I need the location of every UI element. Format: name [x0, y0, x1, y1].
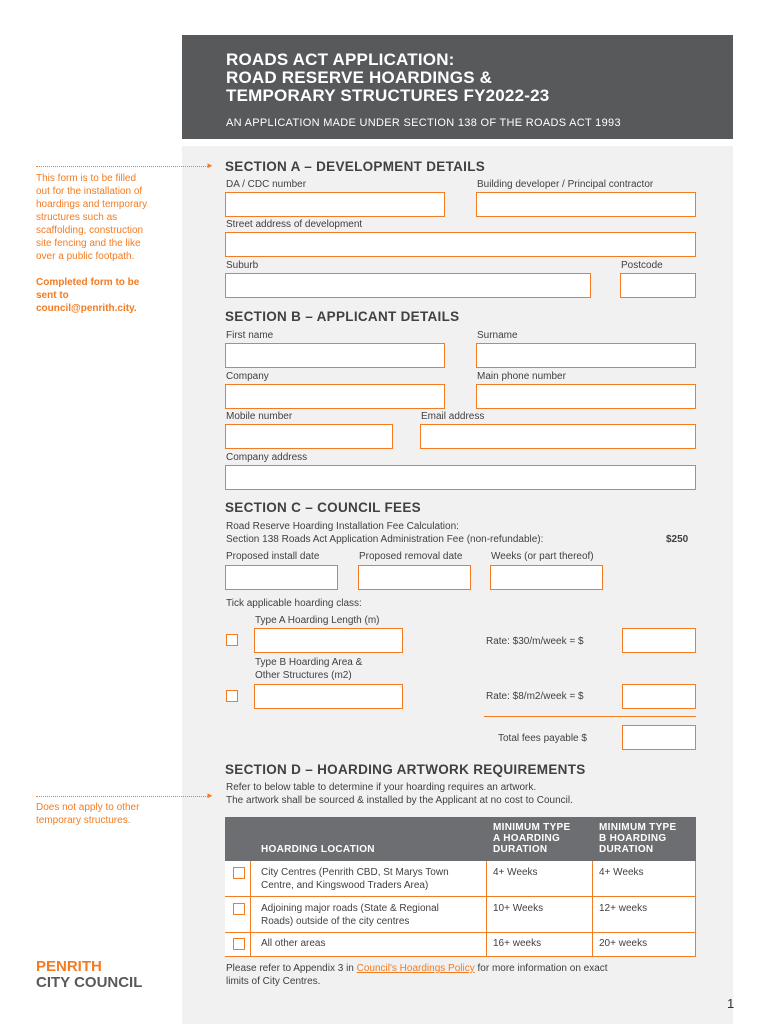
row-checkbox[interactable]: [233, 867, 245, 879]
weeks-input[interactable]: [490, 565, 603, 590]
type-a-rate: Rate: $30/m/week = $: [486, 636, 584, 647]
col-type-a-duration: MINIMUM TYPE A HOARDING DURATION: [493, 822, 571, 855]
row-checkbox[interactable]: [233, 903, 245, 915]
install-date-input[interactable]: [225, 565, 338, 590]
type-b-amount-input[interactable]: [622, 684, 696, 709]
section-d-footer-line-2: limits of City Centres.: [226, 976, 321, 987]
form-title-line-2: ROAD RESERVE HOARDINGS &: [226, 68, 493, 87]
surname-label: Surname: [477, 330, 518, 341]
main-phone-label: Main phone number: [477, 371, 566, 382]
postcode-input[interactable]: [620, 273, 696, 298]
first-name-label: First name: [226, 330, 274, 341]
fee-total-divider: [484, 716, 696, 717]
admin-fee-label: Section 138 Roads Act Application Administration Fee (non-refundable):: [226, 534, 544, 545]
table-row: [225, 897, 696, 933]
artwork-table-header: [225, 817, 696, 861]
table-divider: [250, 861, 251, 957]
company-address-label: Company address: [226, 452, 308, 463]
form-title-line-3: TEMPORARY STRUCTURES FY2022-23: [226, 86, 550, 105]
form-subtitle: AN APPLICATION MADE UNDER SECTION 138 OF THE ROADS ACT 1993: [226, 117, 621, 129]
section-d-footer: Please refer to Appendix 3 in Council's Hoardings Policy for more information on exact: [226, 963, 608, 974]
sidebar-dotted-leader: [36, 166, 208, 167]
row-location: Adjoining major roads (State & Regional Roads) outside of the city centres: [261, 903, 439, 927]
removal-date-input[interactable]: [358, 565, 471, 590]
company-input[interactable]: [225, 384, 445, 409]
col-type-b-duration: MINIMUM TYPE B HOARDING DURATION: [599, 822, 677, 855]
row-location: City Centres (Penrith CBD, St Marys Town Centre, and Kingswood Traders Area): [261, 867, 449, 891]
street-label: Street address of development: [226, 219, 363, 230]
email-label: Email address: [421, 411, 485, 422]
row-type-b-duration: 20+ weeks: [599, 938, 648, 949]
fee-calc-heading: Road Reserve Hoarding Installation Fee Calculation:: [226, 521, 459, 532]
type-b-label-line-1: Type B Hoarding Area &: [255, 657, 363, 668]
type-b-checkbox[interactable]: [226, 690, 238, 702]
row-type-a-duration: 10+ Weeks: [493, 903, 544, 914]
company-address-input[interactable]: [225, 465, 696, 490]
table-divider: [486, 861, 487, 957]
type-a-length-input[interactable]: [254, 628, 403, 653]
arrow-right-icon: ►: [206, 791, 214, 800]
section-d-title: SECTION D – HOARDING ARTWORK REQUIREMENTS: [225, 762, 586, 777]
section-d-note: Does not apply to other temporary structures.: [36, 802, 140, 826]
admin-fee-value: $250: [666, 534, 689, 545]
row-type-a-duration: 4+ Weeks: [493, 867, 538, 878]
suburb-input[interactable]: [225, 273, 591, 298]
section-c-title: SECTION C – COUNCIL FEES: [225, 500, 421, 515]
surname-input[interactable]: [476, 343, 696, 368]
type-a-amount-input[interactable]: [622, 628, 696, 653]
table-divider: [592, 861, 593, 957]
row-location: All other areas: [261, 938, 326, 949]
section-d-intro-line-2: The artwork shall be sourced & installed by the Applicant at no cost to Council.: [226, 795, 573, 806]
sidebar-note: This form is to be filled out for the installation of hoardings and temporary structures such as scaffolding, construction site fencing and the like over a public footpath. Completed form to be sent to council@penrith.city.: [36, 173, 148, 314]
suburb-label: Suburb: [226, 260, 259, 271]
mobile-label: Mobile number: [226, 411, 293, 422]
email-input[interactable]: [420, 424, 696, 449]
first-name-input[interactable]: [225, 343, 445, 368]
col-hoarding-location: HOARDING LOCATION: [261, 844, 375, 855]
hoardings-policy-link[interactable]: Council's Hoardings Policy: [356, 963, 475, 974]
form-header: [182, 35, 733, 139]
total-fees-input[interactable]: [622, 725, 696, 750]
table-row: [225, 861, 696, 897]
section-a-title: SECTION A – DEVELOPMENT DETAILS: [225, 159, 486, 174]
weeks-label: Weeks (or part thereof): [491, 551, 594, 562]
table-row: [225, 933, 696, 957]
company-label: Company: [226, 371, 269, 382]
type-b-area-input[interactable]: [254, 684, 403, 709]
section-b-title: SECTION B – APPLICANT DETAILS: [225, 309, 460, 324]
removal-date-label: Proposed removal date: [359, 551, 463, 562]
main-phone-input[interactable]: [476, 384, 696, 409]
row-type-a-duration: 16+ weeks: [493, 938, 542, 949]
page-number: 1: [727, 996, 735, 1011]
table-divider: [695, 861, 696, 957]
total-fees-label: Total fees payable $: [498, 733, 587, 744]
street-address-input[interactable]: [225, 232, 696, 257]
mobile-input[interactable]: [225, 424, 393, 449]
tick-class-label: Tick applicable hoarding class:: [226, 598, 362, 609]
section-d-intro-line-1: Refer to below table to determine if your hoarding requires an artwork.: [226, 782, 537, 793]
row-type-b-duration: 4+ Weeks: [599, 867, 644, 878]
developer-label: Building developer / Principal contractor: [477, 179, 654, 190]
da-cdc-input[interactable]: [225, 192, 445, 217]
postcode-label: Postcode: [621, 260, 663, 271]
row-type-b-duration: 12+ weeks: [599, 903, 648, 914]
type-b-rate: Rate: $8/m2/week = $: [486, 691, 584, 702]
install-date-label: Proposed install date: [226, 551, 320, 562]
form-title-line-1: ROADS ACT APPLICATION:: [226, 50, 455, 69]
arrow-right-icon: ►: [206, 161, 214, 170]
type-b-label-line-2: Other Structures (m2): [255, 670, 352, 681]
penrith-logo: PENRITH: [36, 958, 102, 975]
da-cdc-label: DA / CDC number: [226, 179, 307, 190]
city-council-logo: CITY COUNCIL: [36, 974, 143, 991]
row-checkbox[interactable]: [233, 938, 245, 950]
sidebar-dotted-leader-d: [36, 796, 208, 797]
type-a-label: Type A Hoarding Length (m): [255, 615, 380, 626]
developer-input[interactable]: [476, 192, 696, 217]
type-a-checkbox[interactable]: [226, 634, 238, 646]
